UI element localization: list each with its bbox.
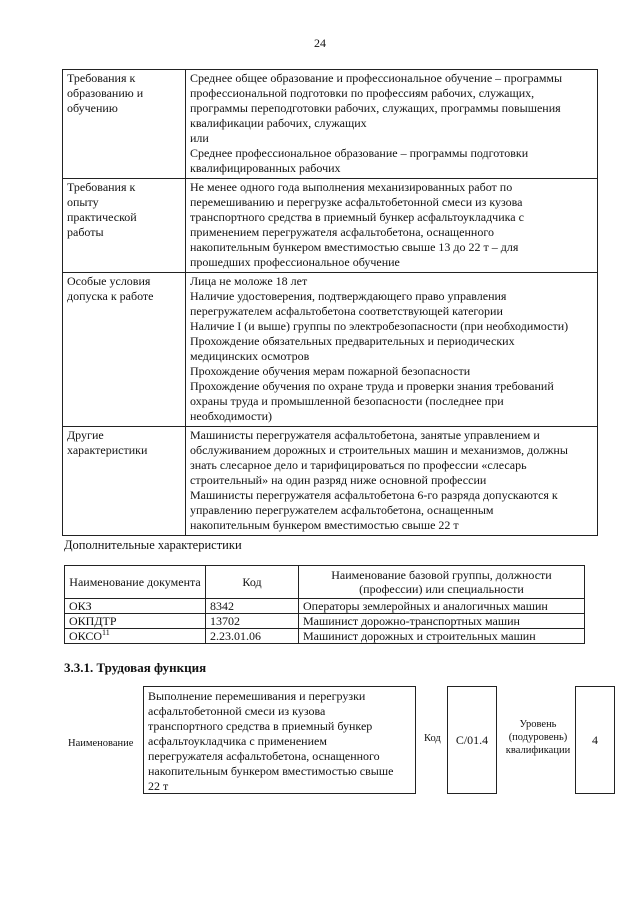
- cell-doc: [65, 614, 206, 629]
- page-number: 24: [314, 36, 326, 50]
- label-line: характеристики: [67, 443, 148, 457]
- doc-text: ОКСО: [69, 629, 103, 643]
- content-line: профессиональной подготовки по профессиям рабочих, служащих,: [190, 86, 535, 100]
- content-line: накопительным бункером вместимостью свыше 22 т: [190, 518, 459, 532]
- content-line: программы переподготовки рабочих, служащих, программы повышения: [190, 101, 561, 115]
- cell-doc: [65, 629, 206, 644]
- cell-name: Машинист дорожных и строительных машин: [299, 629, 585, 644]
- label-line: Особые условия: [67, 274, 151, 288]
- header-doc-name: Наименование документа: [65, 566, 206, 599]
- table-row: [65, 614, 585, 629]
- row-content: [186, 427, 598, 536]
- content-line: Машинисты перегружателя асфальтобетона 6-го разряда допускаются к: [190, 488, 558, 502]
- function-name-line: асфальтобетонной смеси из кузова: [148, 704, 326, 718]
- content-line: знать слесарное дело и тарифицироваться по профессии «слесарь: [190, 458, 527, 472]
- cell-name: Операторы землеройных и аналогичных машин: [299, 599, 585, 614]
- table-row: [65, 599, 585, 614]
- content-line: Наличие удостоверения, подтверждающего право управления: [190, 289, 507, 303]
- table-row: [63, 179, 598, 273]
- content-line: Среднее общее образование и профессиональное обучение – программы: [190, 71, 563, 85]
- function-name-line: 22 т: [148, 779, 169, 793]
- label-line: допуска к работе: [67, 289, 154, 303]
- row-label: [63, 427, 186, 536]
- function-name-label: Наименование: [68, 738, 134, 749]
- content-line: прошедших профессиональное обучение: [190, 255, 400, 269]
- level-label-line: квалификации: [505, 745, 571, 756]
- header-group-name: Наименование базовой группы, должности (профессии) или специальности: [299, 566, 585, 599]
- row-label: [63, 179, 186, 273]
- content-line: квалифицированных рабочих: [190, 161, 341, 175]
- function-name-box: [143, 686, 416, 794]
- label-line: практической: [67, 210, 137, 224]
- content-line: Машинисты перегружателя асфальтобетона, занятые управлением и: [190, 428, 540, 442]
- content-line: транспортного средства в приемный бункер асфальтоукладчика с: [190, 210, 524, 224]
- label-line: образованию и: [67, 86, 144, 100]
- function-name-line: перегружателя асфальтобетона, оснащенного: [148, 749, 380, 763]
- label-line: работы: [67, 225, 104, 239]
- function-code-box: С/01.4: [447, 686, 497, 794]
- additional-heading: Дополнительные характеристики: [64, 538, 242, 552]
- content-line: управлению перегружателем асфальтобетона, оснащенным: [190, 503, 494, 517]
- row-content: [186, 179, 598, 273]
- qualification-level-box: 4: [575, 686, 615, 794]
- cell-code: 2.23.01.06: [206, 629, 299, 644]
- row-label: [63, 70, 186, 179]
- row-content: [186, 70, 598, 179]
- content-line: Наличие I (и выше) группы по электробезопасности (при необходимости): [190, 319, 569, 333]
- content-line: Не менее одного года выполнения механизированных работ по: [190, 180, 513, 194]
- content-line: накопительным бункером вместимостью свыше 13 до 22 т – для: [190, 240, 519, 254]
- row-content: [186, 273, 598, 427]
- content-line: необходимости): [190, 409, 273, 423]
- content-line: применением перегружателя асфальтобетона, оснащенного: [190, 225, 494, 239]
- content-line: перегружателем асфальтобетона соответствующей категории: [190, 304, 503, 318]
- label-line: Требования к: [67, 180, 136, 194]
- cell-code: 13702: [206, 614, 299, 629]
- table-row: [63, 273, 598, 427]
- additional-table: [64, 565, 585, 644]
- content-line: Прохождение обучения по охране труда и проверки знания требований: [190, 379, 554, 393]
- level-label-line: Уровень: [519, 719, 557, 730]
- header-code: Код: [206, 566, 299, 599]
- label-line: Другие: [67, 428, 104, 442]
- content-line: перемешиванию и перегрузке асфальтобетонной смеси из кузова: [190, 195, 523, 209]
- function-name-line: транспортного средства в приемный бункер: [148, 719, 373, 733]
- table-row: [63, 70, 598, 179]
- content-line: охраны труда и промышленной безопасности (последнее при: [190, 394, 504, 408]
- function-name-line: накопительным бункером вместимостью свыше: [148, 764, 394, 778]
- table-row: [63, 427, 598, 536]
- footnote-ref: 11: [102, 628, 110, 637]
- level-label-line: (подуровень): [508, 732, 568, 743]
- function-name-line: Выполнение перемешивания и перегрузки: [148, 689, 366, 703]
- table-row: [65, 629, 585, 644]
- content-line: строительный» на один разряд ниже основной профессии: [190, 473, 487, 487]
- label-line: Требования к: [67, 71, 136, 85]
- table-header-row: [65, 566, 585, 599]
- function-code-label: Код: [424, 733, 441, 744]
- cell-code: 8342: [206, 599, 299, 614]
- row-label: [63, 273, 186, 427]
- cell-name: Машинист дорожно-транспортных машин: [299, 614, 585, 629]
- function-name-line: асфальтоукладчика с применением: [148, 734, 327, 748]
- content-line: Прохождение обязательных предварительных и периодических: [190, 334, 515, 348]
- content-line: Прохождение обучения мерам пожарной безопасности: [190, 364, 471, 378]
- content-line: или: [190, 131, 209, 145]
- section-title: 3.3.1. Трудовая функция: [64, 660, 207, 675]
- requirements-table: [62, 69, 598, 536]
- content-line: медицинских осмотров: [190, 349, 310, 363]
- content-line: квалификации рабочих, служащих: [190, 116, 367, 130]
- cell-doc: [65, 599, 206, 614]
- doc-text: ОКЗ: [69, 599, 92, 613]
- label-line: обучению: [67, 101, 118, 115]
- content-line: обслуживанием дорожных и строительных машин и механизмов, должны: [190, 443, 568, 457]
- doc-text: ОКПДТР: [69, 614, 117, 628]
- label-line: опыту: [67, 195, 99, 209]
- content-line: Среднее профессиональное образование – программы подготовки: [190, 146, 529, 160]
- qualification-level-label: [502, 718, 574, 757]
- content-line: Лица не моложе 18 лет: [190, 274, 308, 288]
